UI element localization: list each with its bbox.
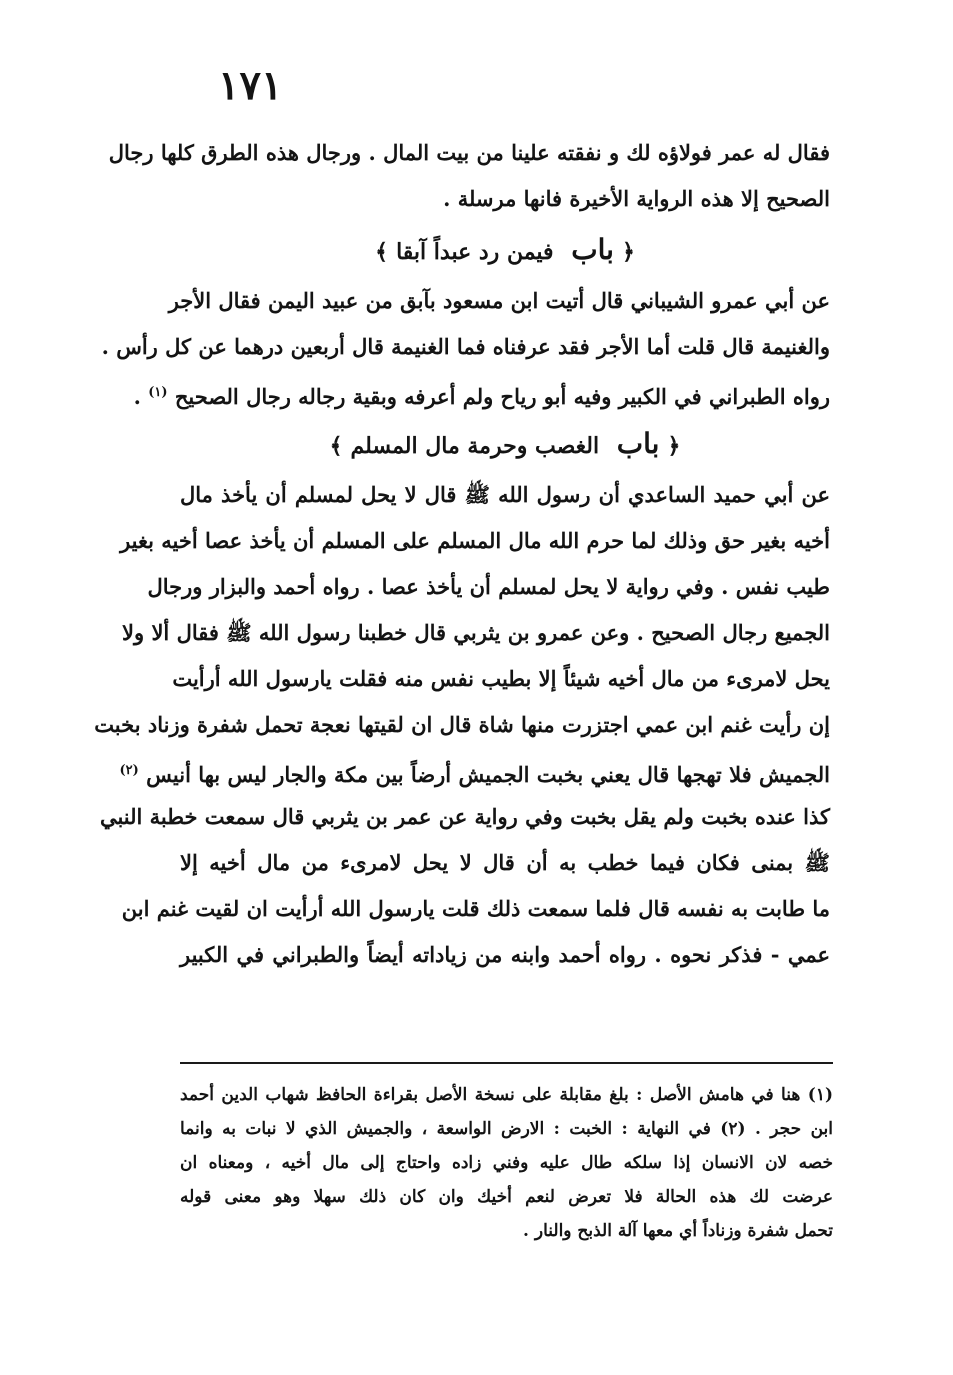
section-title: الغصب وحرمة مال المسلم bbox=[350, 433, 600, 459]
footnote-ref-1: (١) bbox=[148, 385, 168, 400]
text-line-with-footnote: رواه الطبراني في الكبير وفيه أبو رياح ولم أعرفه وبقية رجاله رجال الصحيح $^{(١)}$ . bbox=[133, 384, 830, 409]
ornament-bracket-right: ﴿ bbox=[621, 239, 635, 265]
text-line: طيب نفس . وفي رواية لا يحل لمسلم أن يأخذ عصا . رواه أحمد والبزار ورجال bbox=[147, 574, 830, 599]
text-line: أخيه بغير حق وذلك لما حرم الله مال المسلم على المسلم أن يأخذ عصا أخيه بغير bbox=[120, 528, 830, 553]
footnote-separator bbox=[180, 1062, 833, 1064]
text-line: عن أبي حميد الساعدي أن رسول الله ﷺ قال لا يحل لمسلم أن يأخذ مال bbox=[180, 482, 830, 507]
ornament-bracket-right: ﴿ bbox=[667, 433, 681, 459]
section-title: فيمن رد عبداً آبقا bbox=[396, 239, 554, 265]
text-line: الصحيح إلا هذه الرواية الأخيرة فانها مرسلة . bbox=[443, 186, 830, 211]
section-bab-label: باب bbox=[571, 233, 614, 266]
footnote-line: (١) هنا في هامش الأصل : بلغ مقابلة على نسخة الأصل بقراءة الحافظ شهاب الدين أحمد bbox=[180, 1085, 833, 1105]
page-number: ١٧١ bbox=[218, 62, 283, 109]
section-heading-usurpation bbox=[180, 416, 830, 472]
text-line: يحل لامرىء من مال أخيه شيئاً إلا بطيب نفس منه فقلت يارسول الله أرأيت bbox=[172, 666, 830, 691]
section-heading-runaway-slave bbox=[180, 222, 830, 278]
text-line: فقال له عمر فولاؤه لك و نفقته علينا من بيت المال . ورجال هذه الطرق كلها رجال bbox=[108, 140, 830, 165]
ornament-bracket-left: ﴾ bbox=[375, 239, 389, 265]
footnote-line: عرضت لك هذه الحالة فلا تعرض لنعم أخيك وان كان ذلك سهلا وهو معنى قوله bbox=[180, 1187, 833, 1207]
footnote-ref-2: (٢) bbox=[119, 763, 139, 778]
footnote-line: تحمل شفرة وزناداً أي معها آلة الذبح والنار . bbox=[523, 1221, 833, 1241]
footnote-line: خصه لان الانسان إذا سلكه طال عليه وفني زاده واحتاج إلى مال أخيه ، ومعناه ان bbox=[180, 1153, 833, 1173]
footnotes bbox=[180, 1078, 833, 1248]
text-line: عمي - فذكر نحوه . رواه أحمد وابنه من زياداته أيضاً والطبراني في الكبير bbox=[180, 942, 830, 967]
text-line: ما طابت به نفسه قال فلما سمعت ذلك قلت يارسول الله أرأيت ان لقيت غنم ابن bbox=[121, 896, 830, 921]
footnote-line: ابن حجر . (٢) في النهاية : الخبت : الارض الواسعة ، والجميش الذي لا نبات به وانما bbox=[180, 1119, 833, 1139]
text-line: عن أبي عمرو الشيباني قال أتيت ابن مسعود بآبق من عبيد اليمن فقال الأجر bbox=[168, 288, 830, 313]
section-bab-label: باب bbox=[616, 427, 660, 460]
text-line: كذا عنده بخبت ولم يقل بخبت وفي رواية عن عمر بن يثربي قال سمعت خطبة النبي bbox=[99, 804, 830, 829]
text-line-content: رواه الطبراني في الكبير وفيه أبو رياح ولم أعرفه وبقية رجاله رجال الصحيح bbox=[174, 384, 830, 409]
text-line: الجميع رجال الصحيح . وعن عمرو بن يثربي قال خطبنا رسول الله ﷺ فقال ألا ولا bbox=[122, 620, 830, 645]
main-text bbox=[94, 130, 830, 978]
text-line-with-footnote bbox=[119, 748, 830, 794]
text-line: إن رأيت غنم ابن عمي اجتزرت منها شاة قال ان لقيتها نعجة تحمل شفرة وزناد بخبت bbox=[94, 712, 830, 737]
text-line: ﷺ بمنى فكان فيما خطب به أن قال لا يحل لامرىء من مال أخيه إلا bbox=[180, 850, 830, 875]
text-line-content: الجميش فلا تهجها قال يعني بخبت الجميش أرضاً بين مكة والجار ليس بها أنيس bbox=[146, 762, 830, 787]
ornament-bracket-left: ﴾ bbox=[329, 433, 343, 459]
text-line: والغنيمة قال قلت أما الأجر فقد عرفناه فما الغنيمة قال أربعين درهما عن كل رأس . bbox=[101, 334, 830, 359]
